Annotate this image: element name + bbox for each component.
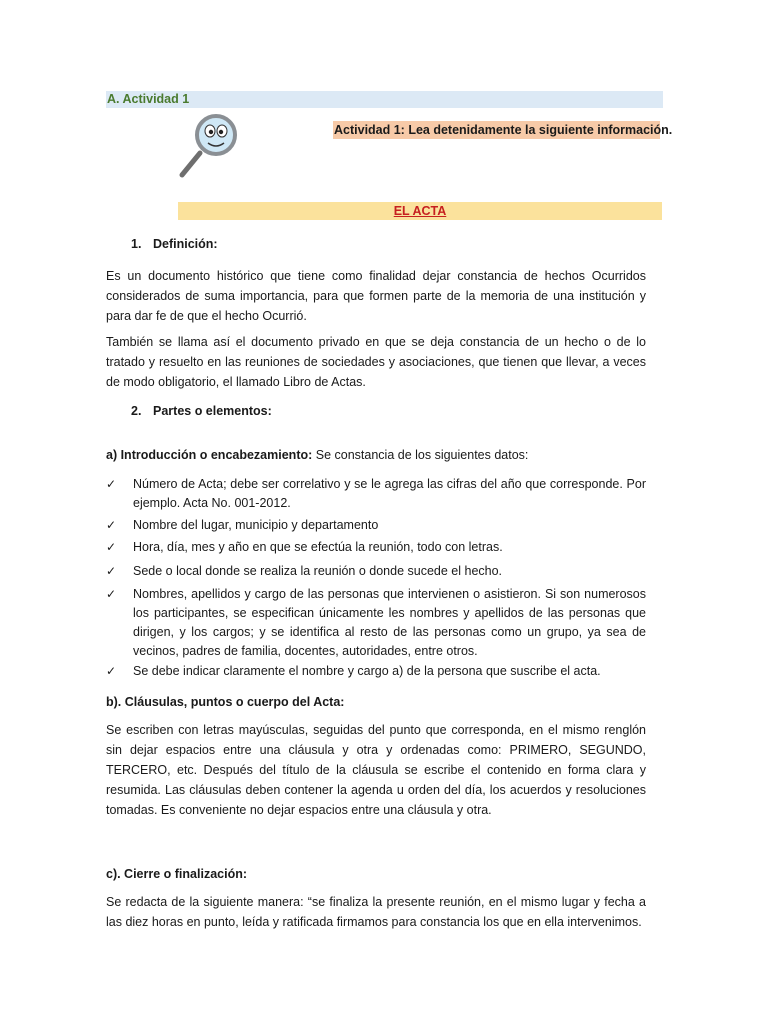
check-icon: ✓ bbox=[106, 664, 117, 678]
introduccion-line bbox=[106, 445, 646, 465]
partes-heading bbox=[131, 404, 272, 418]
check-icon: ✓ bbox=[106, 564, 117, 578]
list-item bbox=[106, 562, 646, 581]
check-icon: ✓ bbox=[106, 540, 117, 554]
list-item bbox=[106, 585, 646, 661]
list-item-text: Hora, día, mes y año en que se efectúa la reunión, todo con letras. bbox=[133, 540, 503, 554]
cierre-title: c). Cierre o finalización: bbox=[106, 867, 248, 881]
list-item-text: Nombres, apellidos y cargo de las personas que intervienen o asistieron. Si son numerosos los participantes, se especifican únicamente les nombres y apellidos de las personas que dirigen, y los cargos; y se identifica al resto de las personas como un grupo, ya sea de vecinos, padres de familia, docentes, autoridades, entre otros. bbox=[133, 587, 646, 658]
list-item bbox=[106, 662, 646, 681]
section-heading: A. Actividad 1 bbox=[106, 91, 663, 108]
list-item-text: Nombre del lugar, municipio y departamento bbox=[133, 518, 379, 532]
clausulas-title: b). Cláusulas, puntos o cuerpo del Acta: bbox=[106, 695, 345, 709]
acta-title: EL ACTA bbox=[178, 202, 662, 220]
definicion-number: 1. bbox=[131, 237, 142, 251]
introduccion-text: Se constancia de los siguientes datos: bbox=[312, 448, 529, 462]
check-icon: ✓ bbox=[106, 477, 117, 491]
list-item bbox=[106, 475, 646, 513]
magnifying-glass-icon bbox=[176, 113, 238, 179]
partes-number: 2. bbox=[131, 404, 142, 418]
definicion-heading bbox=[131, 237, 218, 251]
definicion-paragraph-2: También se llama así el documento privado en que se deja constancia de un hecho o de lo tratado y resuelto en las reuniones de sociedades y asociaciones, que tienen que llevar, a veces de modo obligatorio, el llamado Libro de Actas. bbox=[106, 335, 646, 389]
activity-banner: Actividad 1: Lea detenidamente la siguiente información. bbox=[334, 123, 673, 137]
definicion-paragraph-1: Es un documento histórico que tiene como finalidad dejar constancia de hechos Ocurridos considerados de suma importancia, para que formen parte de la memoria de una institución y para dar fe de que el hecho Ocurrió. bbox=[106, 269, 646, 323]
list-item bbox=[106, 538, 646, 557]
partes-title: Partes o elementos: bbox=[153, 404, 272, 418]
list-item bbox=[106, 516, 646, 535]
list-item-text: Número de Acta; debe ser correlativo y se le agrega las cifras del año que corresponde. Por ejemplo. Acta No. 001-2012. bbox=[133, 477, 646, 510]
check-icon: ✓ bbox=[106, 518, 117, 532]
list-item-text: Se debe indicar claramente el nombre y cargo a) de la persona que suscribe el acta. bbox=[133, 664, 601, 678]
definicion-title: Definición: bbox=[153, 237, 218, 251]
introduccion-label: a) Introducción o encabezamiento: bbox=[106, 448, 313, 462]
cierre-text: Se redacta de la siguiente manera: “se finaliza la presente reunión, en el mismo lugar y fecha a las diez horas en punto, leída y ratificada firmamos para constancia los que en ella intervenimos. bbox=[106, 895, 646, 929]
list-item-text: Sede o local donde se realiza la reunión o donde sucede el hecho. bbox=[133, 564, 503, 578]
requirements-checklist bbox=[106, 475, 646, 681]
clausulas-text: Se escriben con letras mayúsculas, seguidas del punto que corresponda, en el mismo renglón sin dejar espacios entre una cláusula y otra y ordenadas como: PRIMERO, SEGUNDO, TERCERO, etc. Después del título de la cláusula se escribe el contenido en forma clara y resumida. Las cláusulas deben contener la agenda u orden del día, los acuerdos y resoluciones tomadas. Es conveniente no dejar espacios entre una cláusula y otra. bbox=[106, 723, 646, 817]
check-icon: ✓ bbox=[106, 587, 117, 601]
